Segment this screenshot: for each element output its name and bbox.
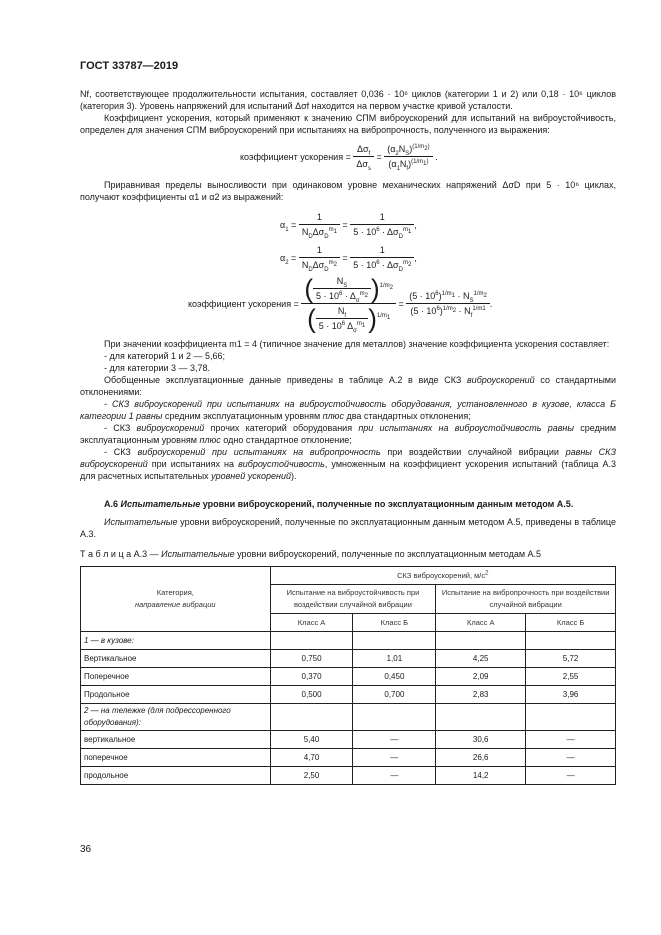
list-item-resistance-body: - СКЗ виброускорений при испытаниях на виброустойчивость оборудования, установленного в кузове, класса Б категории 1 равны средним эксплуатационным уровням плюс два стандартных отклонения; (80, 399, 616, 421)
table-row: вертикальное 5,40 — 30,6 — (81, 731, 616, 749)
paragraph-coefficient-value: При значении коэффициента m1 = 4 (типичное значение для металлов) значение коэффициента ускорения составляет: (104, 339, 610, 349)
paragraph-test-levels: Испытательные уровни виброускорений, полученные по эксплуатационным данным методом А.5, приведены в таблице А.3. (80, 517, 616, 539)
document-header: ГОСТ 33787—2019 (80, 60, 179, 72)
header-class: Класс Б (526, 614, 616, 632)
formula-acceleration-coefficient-1: коэффициент ускорения = $\frac{\Delta\sigma_f}{\Delta\sigma_s}$ = $\frac{(\alpha_2N_S)^{(1/m_2)}}{(\alpha_1N_f)^{(1/m_1)}}$ . (240, 144, 438, 172)
paragraph-cycles: Nf, соответствующее продолжительности испытания, составляет 0,036 · 10⁶ циклов (категории 1 и 2) или 0,18 · 10⁶ циклов (категория 3). Уровень напряжений для испытаний Δσf находится на первом участке кривой усталости. (80, 89, 616, 111)
table-row: Поперечное 0,370 0,450 2,09 2,55 (81, 668, 616, 686)
page-content (80, 88, 616, 785)
table-group-row: 2 — на тележке (для подрессоренного оборудования): (81, 704, 616, 731)
test-levels-table (80, 566, 616, 785)
list-item-category-1-2: - для категорий 1 и 2 — 5,66; (104, 351, 226, 361)
header-category: Категория, направление вибрации (81, 567, 271, 632)
list-item-resistance-other: - СКЗ виброускорений прочих категорий оборудования при испытаниях на виброустойчивость равны средним эксплуатационным уровням плюс одно стандартное отклонение; (80, 423, 617, 445)
paragraph-endurance-limits: Приравнивая пределы выносливости при одинаковом уровне механических напряжений ΔσD при 5 · 10⁶ циклах, получают коэффициенты α1 и α2 из выражений: (80, 180, 616, 202)
table-group-row: 1 — в кузове: (81, 632, 616, 650)
header-strength-test: Испытание на вибропрочность при воздействии случайной вибрации (436, 585, 616, 614)
table-row: Вертикальное 0,750 1,01 4,25 5,72 (81, 650, 616, 668)
page-number: 36 (80, 844, 92, 855)
section-heading-a6: А.6 Испытательные уровни виброускорений, полученные по эксплуатационным данным методом А.5. (104, 499, 574, 509)
table-row: Продольное 0,500 0,700 2,83 3,96 (81, 686, 616, 704)
table-row: поперечное 4,70 — 26,6 — (81, 749, 616, 767)
header-skz: СКЗ виброускорений, $м/с^2$ (270, 567, 615, 585)
list-item-strength: - СКЗ виброускорений при испытаниях на вибропрочность при воздействии случайной вибрации равны СКЗ виброускорений при испытаниях на виброустойчивость, умноженным на коэффициент ускорения испытаний (таблица А.3 для расчетных испытательных уровней ускорений). (80, 447, 616, 481)
paragraph-acceleration-coefficient: Коэффициент ускорения, который применяют к значению СПМ виброускорений для испытаний на виброустойчивость, определен для значения СПМ виброускорений при испытаниях на вибропрочность, полученного из выражения: (80, 113, 616, 135)
paragraph-generalized-data: Обобщенные эксплуатационные данные приведены в таблице А.2 в виде СКЗ виброускорений со стандартными отклонениями: (80, 375, 616, 397)
table-row: продольное 2,50 — 14,2 — (81, 767, 616, 785)
list-item-category-3: - для категории 3 — 3,78. (104, 363, 211, 373)
header-class: Класс Б (353, 614, 436, 632)
header-class: Класс А (270, 614, 353, 632)
header-class: Класс А (436, 614, 526, 632)
formula-acceleration-coefficient-2: коэффициент ускорения = ( $\frac{N_S}{5 \cdot 10^6 \cdot \Delta_\sigma^{m_2}}$ )$^{1/m_2}$ ( $\frac{N_f}{5 \cdot 10^6 \Delta_\sigma^{m_1}}$ )$^{1/m_1}$ = $\frac{(5 \cdot 10^6)^{1/m_1} \cdot N_S^{1/m_2}}{(5 \cdot 10^6)^{1/m_2} \cdot N_f^{1/m1}}$ . (188, 273, 493, 334)
table-caption: Т а б л и ц а А.3 — Испытательные уровни виброускорений, полученные по эксплуатационным методам А.5 (80, 549, 542, 559)
formula-alpha: $\alpha_1$ = $\frac{1}{N_D\Delta\sigma_D^{m_1}}$ = $\frac{1}{5 \cdot 10^6 \cdot \Delta\sigma_D^{m_1}}$ , $\alpha_2$ = $\frac{1}{N_D\Delta\sigma_D^{m_2}}$ = $\frac{1}{5 \cdot 10^6 \cdot \Delta\sigma_D^{m_2}}$ , (280, 212, 417, 273)
header-resistance-test: Испытание на виброустойчивость при воздействии случайной вибрации (270, 585, 436, 614)
